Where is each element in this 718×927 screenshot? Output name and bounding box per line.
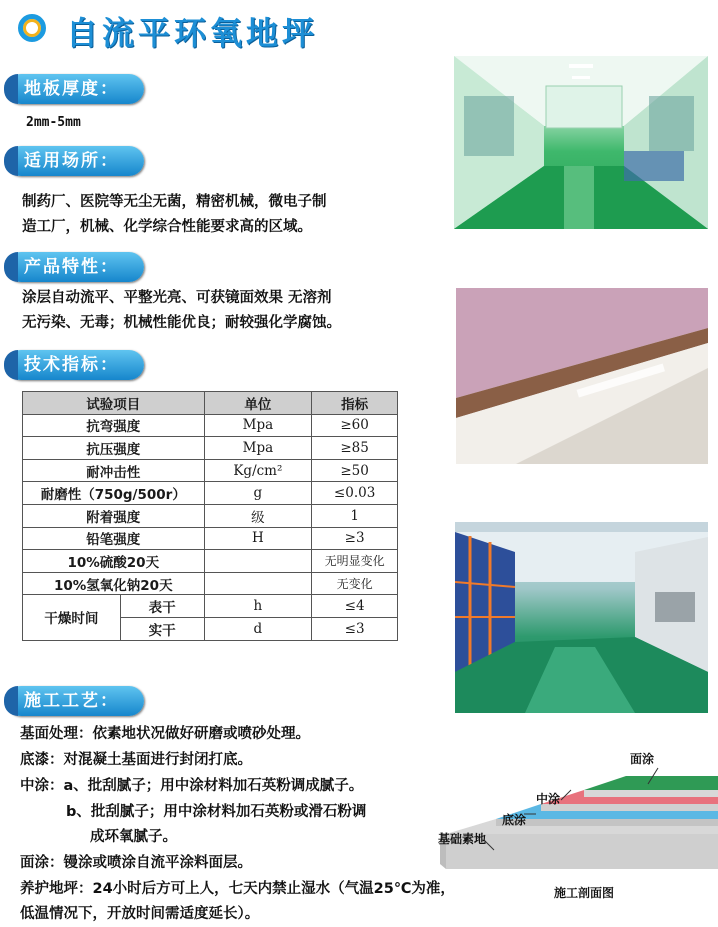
col-header-value: 指标 (312, 392, 398, 415)
cell-item: 铅笔强度 (23, 527, 205, 550)
cell-value: ≥50 (312, 459, 398, 482)
cell-unit: Mpa (204, 414, 312, 437)
cell-unit: H (204, 527, 312, 550)
process-line-6: 面涂：镘涂或喷涂自流平涂料面层。 (20, 855, 252, 871)
label-primer: 底涂 (502, 813, 527, 827)
col-header-unit: 单位 (204, 392, 312, 415)
cell-dry-label: 干燥时间 (23, 595, 121, 640)
usage-line-2: 造工厂，机械、化学综合性能要求高的区域。 (22, 219, 312, 235)
thickness-text: 2mm-5mm (26, 115, 81, 130)
cell-item: 10%硫酸20天 (23, 550, 205, 573)
section-usage-header: 适用场所： (6, 146, 144, 176)
table-row (23, 572, 398, 595)
table-row (23, 595, 398, 618)
warehouse-photo (455, 522, 708, 713)
cleanroom-photo (454, 56, 708, 229)
section-thickness-header: 地板厚度： (6, 74, 144, 104)
section-process-header: 施工工艺： (6, 686, 144, 716)
process-line-7: 养护地坪：24小时后方可上人，七天内禁止湿水（气温25℃为准， (20, 881, 455, 897)
table-row (23, 437, 398, 460)
table-row (23, 527, 398, 550)
spec-table (22, 391, 398, 641)
cell-unit: 级 (204, 504, 312, 527)
usage-line-1: 制药厂、医院等无尘无菌，精密机械，微电子制 (22, 194, 327, 210)
cell-item: 抗弯强度 (23, 414, 205, 437)
features-line-2: 无污染、无毒；机械性能优良；耐较强化学腐蚀。 (22, 315, 341, 331)
label-base: 基础素地 (438, 832, 487, 846)
cell-item: 耐冲击性 (23, 459, 205, 482)
process-line-4: b、批刮腻子；用中涂材料加石英粉或滑石粉调 (66, 804, 367, 820)
cell-value: ≥3 (312, 527, 398, 550)
cell-value: ≥60 (312, 414, 398, 437)
table-row (23, 504, 398, 527)
label-top-coat: 面涂 (630, 752, 655, 766)
cell-value: 无明显变化 (312, 550, 398, 573)
process-line-2: 底漆：对混凝土基面进行封闭打底。 (20, 752, 252, 768)
table-header-row (23, 392, 398, 415)
cell-unit: g (204, 482, 312, 505)
cell-value: ≤3 (312, 617, 398, 640)
cell-item: 耐磨性（750g/500r） (23, 482, 205, 505)
cell-item: 10%氢氧化钠20天 (23, 572, 205, 595)
process-line-1: 基面处理：依素地状况做好研磨或喷砂处理。 (20, 726, 310, 742)
col-header-item: 试验项目 (23, 392, 205, 415)
features-line-1: 涂层自动流平、平整光亮、可获镜面效果 无溶剂 (22, 290, 332, 306)
cell-unit (204, 550, 312, 573)
cell-value: 1 (312, 504, 398, 527)
table-row (23, 414, 398, 437)
cell-unit: Kg/cm² (204, 459, 312, 482)
table-row (23, 550, 398, 573)
process-line-5: 成环氧腻子。 (90, 829, 177, 845)
process-line-3: 中涂：a、批刮腻子；用中涂材料加石英粉调成腻子。 (20, 778, 364, 794)
cell-unit (204, 572, 312, 595)
process-line-8: 低温情况下，开放时间需适度延长）。 (20, 906, 260, 922)
cell-item: 实干 (120, 617, 204, 640)
cell-value: ≤4 (312, 595, 398, 618)
cross-section-svg (436, 764, 718, 884)
label-mid-coat: 中涂 (536, 792, 561, 806)
corridor-photo (456, 288, 708, 464)
cell-item: 抗压强度 (23, 437, 205, 460)
cell-unit: Mpa (204, 437, 312, 460)
page-title: 自流平环氧地坪 (66, 14, 319, 52)
table-row (23, 482, 398, 505)
logo-icon (18, 14, 46, 42)
cell-item: 附着强度 (23, 504, 205, 527)
section-features-header: 产品特性： (6, 252, 144, 282)
cell-unit: d (204, 617, 312, 640)
cell-unit: h (204, 595, 312, 618)
cell-item: 表干 (120, 595, 204, 618)
diagram-caption: 施工剖面图 (554, 886, 615, 900)
cross-section-diagram (436, 752, 718, 904)
table-row (23, 459, 398, 482)
cell-value: ≤0.03 (312, 482, 398, 505)
section-spec-header: 技术指标： (6, 350, 144, 380)
cell-value: ≥85 (312, 437, 398, 460)
cell-value: 无变化 (312, 572, 398, 595)
